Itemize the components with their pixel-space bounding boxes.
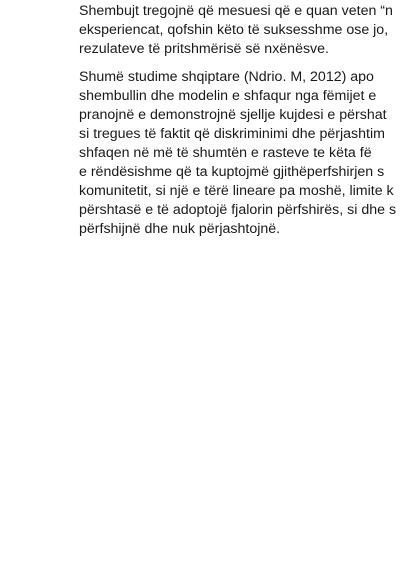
text-line: përshtasë e të adoptojë fjalorin përfshirës, si dhe s — [79, 202, 397, 218]
text-line: komunitetit, si një e tërë lineare pa moshë, limite k — [79, 183, 394, 199]
text-line: shfaqen në më të shumtën e rasteve te këta fë — [79, 145, 372, 161]
text-line: shembullin dhe modelin e shfaqur nga fëmijet e — [79, 88, 377, 104]
paragraph-1 — [79, 2, 393, 59]
paragraph-2 — [79, 68, 396, 239]
text-line: Shembujt tregojnë që mesuesi që e quan veten “n — [79, 3, 393, 19]
text-line: përfshijnë dhe nuk përjashtojnë. — [79, 221, 281, 237]
text-line: pranojnë e demonstrojnë sjellje kujdesi e përshat — [79, 107, 387, 123]
text-line: si tregues të faktit që diskriminimi dhe përjashtim — [79, 126, 385, 142]
text-line: e rëndësishme që ta kuptojmë gjithëperfshirjen s — [79, 164, 385, 180]
text-line: rezulateve të pritshmërisë së nxënësve. — [79, 41, 329, 57]
text-line: Shumë studime shqiptare (Ndrio. M, 2012) apo — [79, 69, 374, 85]
text-line: eksperiencat, qofshin këto të suksesshme ose jo, — [79, 22, 389, 38]
